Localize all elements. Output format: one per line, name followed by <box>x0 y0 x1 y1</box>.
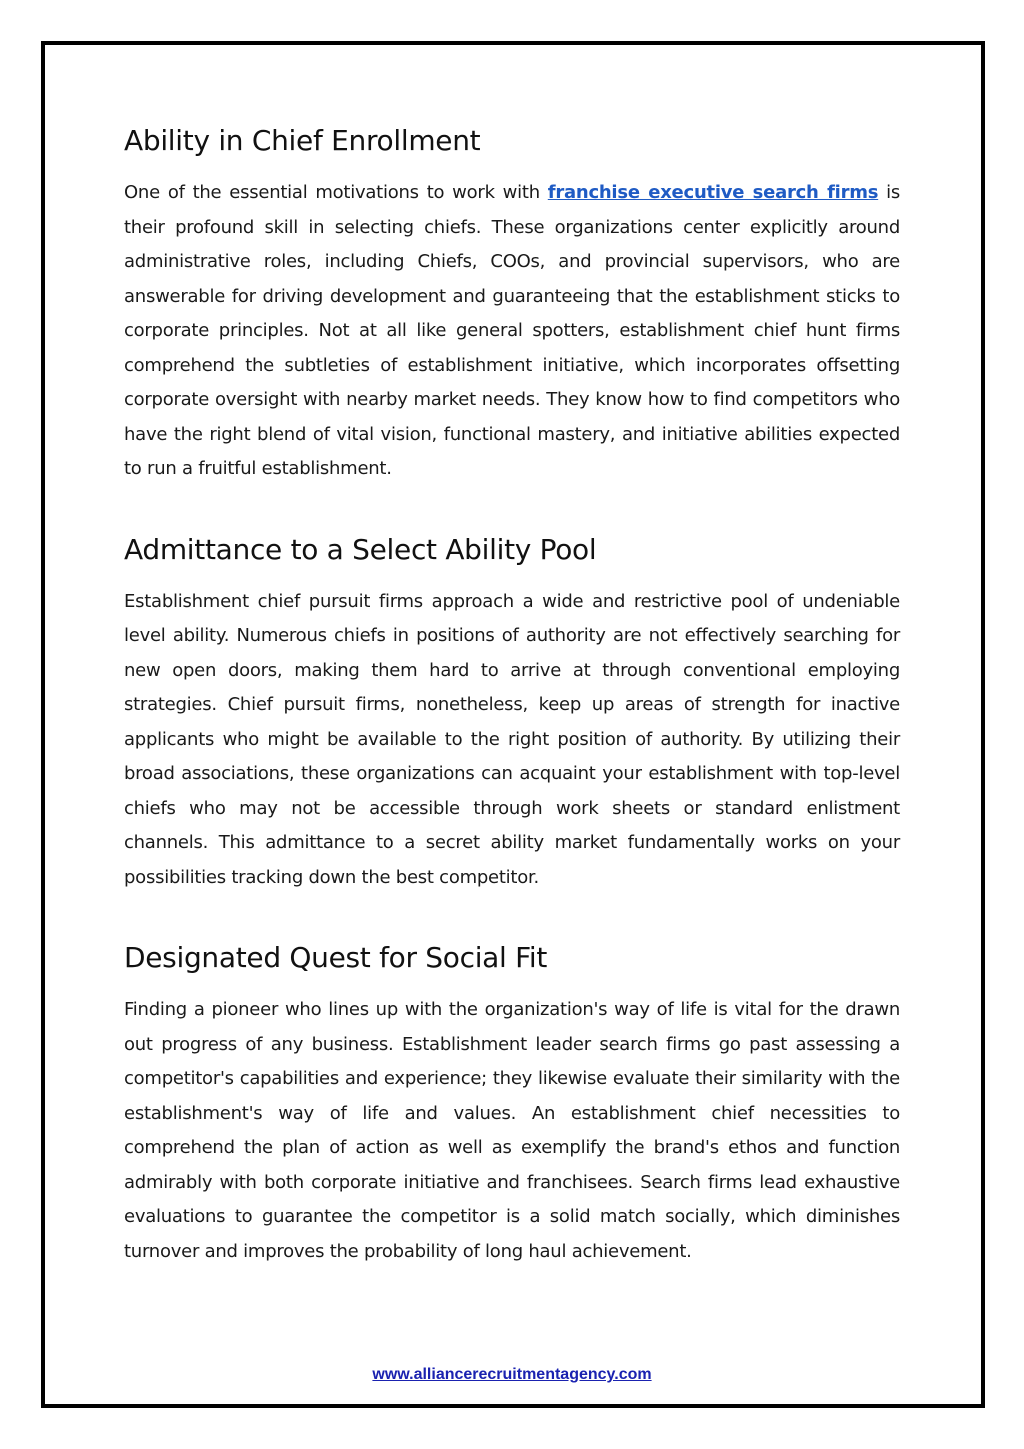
section-heading: Ability in Chief Enrollment <box>124 124 481 157</box>
franchise-executive-search-firms-link[interactable]: franchise executive search firms <box>547 182 879 203</box>
paragraph-text-start: One of the essential motivations to work with <box>124 182 548 203</box>
paragraph-text-end: is their profound skill in selecting chiefs. These organizations center explicitly around administrative roles, including Chiefs, COOs, and provincial supervisors, who are answerable for driving development and guaranteeing that the establishment sticks to corporate principles. Not at all like general spotters, establishment chief hunt firms comprehend the subtleties of establishment initiative, which incorporates offsetting corporate oversight with nearby market needs. They know how to find competitors who have the right blend of vital vision, functional mastery, and initiative abilities expected to run a fruitful establishment. <box>124 182 900 479</box>
document-body <box>124 118 900 1309</box>
section-heading: Designated Quest for Social Fit <box>124 941 548 974</box>
footer-website-link[interactable]: www.alliancerecruitmentagency.com <box>372 1366 652 1383</box>
section-heading: Admittance to a Select Ability Pool <box>124 532 597 566</box>
section-social-fit <box>124 935 900 1269</box>
section-paragraph: Finding a pioneer who lines up with the organization's way of life is vital for the drawn out progress of any business. Establishment leader search firms go past assessing a competitor's capabilities and experience; they likewise evaluate their similarity with the establishment's way of life and values. An establishment chief necessities to comprehend the plan of action as well as exemplify the brand's ethos and function admirably with both corporate initiative and franchisees. Search firms lead exhaustive evaluations to guarantee the competitor is a solid match socially, which diminishes turnover and improves the probability of long haul achievement. <box>124 999 900 1262</box>
section-paragraph <box>124 176 900 487</box>
section-chief-enrollment <box>124 118 900 487</box>
section-select-ability-pool <box>124 527 900 896</box>
section-paragraph: Establishment chief pursuit firms approach a wide and restrictive pool of undeniable level ability. Numerous chiefs in positions of authority are not effectively searching for new open doors, making them hard to arrive at through conventional employing strategies. Chief pursuit firms, nonetheless, keep up areas of strength for inactive applicants who might be available to the right position of authority. By utilizing their broad associations, these organizations can acquaint your establishment with top-level chiefs who may not be accessible through work sheets or standard enlistment channels. This admittance to a secret ability market fundamentally works on your possibilities tracking down the best competitor. <box>124 590 900 888</box>
